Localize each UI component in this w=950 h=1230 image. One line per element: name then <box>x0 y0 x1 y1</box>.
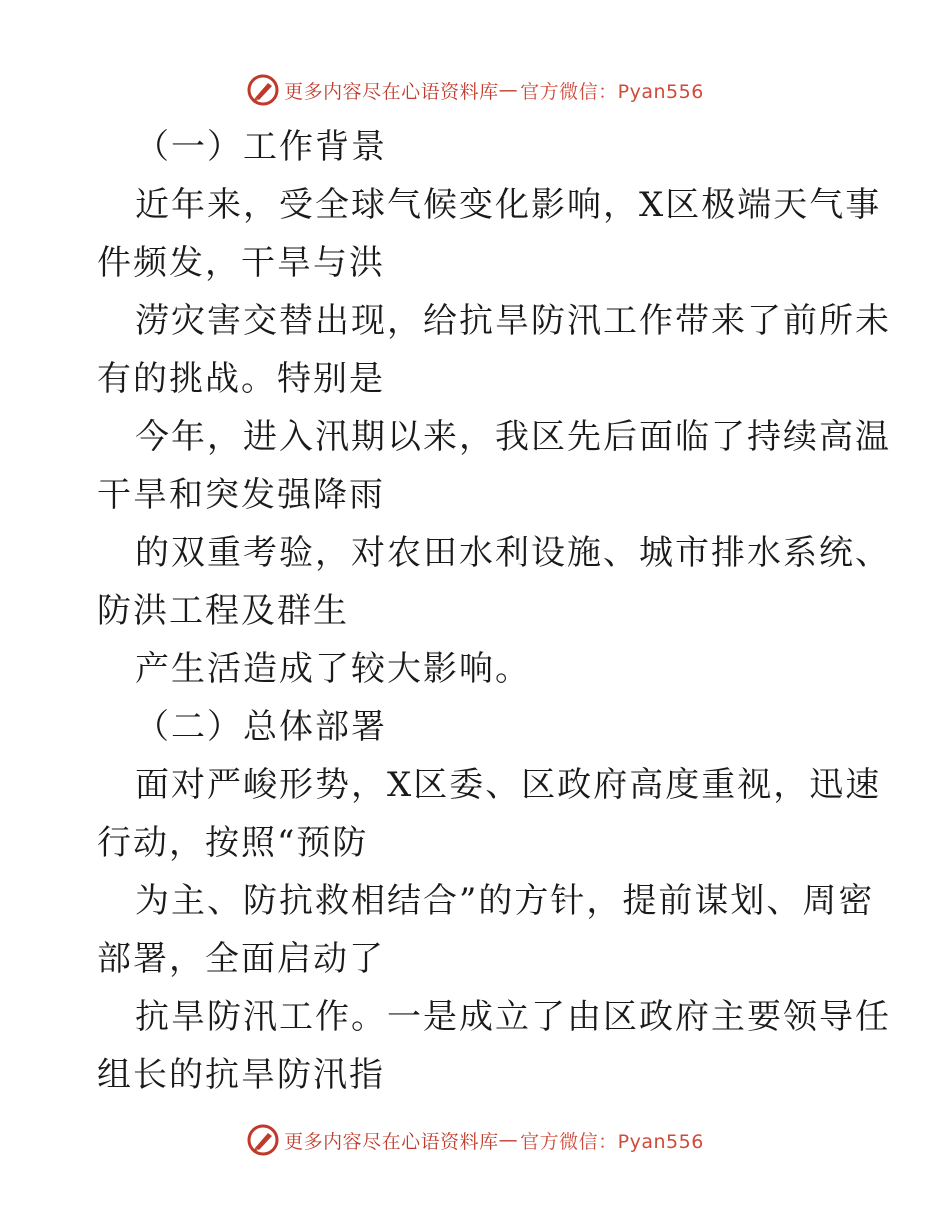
paragraph-line: 今年，进入汛期以来，我区先后面临了持续高温 <box>135 417 891 457</box>
pen-logo-icon <box>246 73 280 107</box>
paragraph-line: 的双重考验，对农田水利设施、城市排水系统、 <box>135 533 891 573</box>
document-body <box>97 118 891 1104</box>
paragraph-line: 抗旱防汛工作。一是成立了由区政府主要领导任 <box>135 997 891 1037</box>
pen-logo-icon <box>246 1123 280 1157</box>
banner-contact: 官方微信：Pyan556 <box>520 1130 704 1153</box>
banner-contact: 官方微信：Pyan556 <box>520 80 704 103</box>
paragraph-line: 面对严峻形势，X区委、区政府高度重视，迅速 <box>135 765 882 805</box>
paragraph-line: 近年来，受全球气候变化影响，X区极端天气事 <box>135 185 882 225</box>
banner-text: 更多内容尽在心语资料库 <box>284 80 499 103</box>
banner-separator: — <box>498 79 519 101</box>
paragraph-line: 防洪工程及群生 <box>97 591 349 631</box>
header-watermark-banner <box>0 70 950 110</box>
banner-text: 更多内容尽在心语资料库 <box>284 1130 499 1153</box>
section-heading: （一）工作背景 <box>135 127 387 167</box>
paragraph-line: 干旱和突发强降雨 <box>97 475 385 515</box>
paragraph-line: 部署，全面启动了 <box>97 939 385 979</box>
banner-separator: — <box>498 1129 519 1151</box>
paragraph-line: 涝灾害交替出现，给抗旱防汛工作带来了前所未 <box>135 301 891 341</box>
section-heading: （二）总体部署 <box>135 707 387 747</box>
paragraph-line: 组长的抗旱防汛指 <box>97 1055 385 1095</box>
paragraph-line: 行动，按照“预防 <box>97 823 369 863</box>
paragraph-line: 有的挑战。特别是 <box>97 359 385 399</box>
paragraph-line: 为主、防抗救相结合”的方针，提前谋划、周密 <box>135 881 875 921</box>
paragraph-line: 产生活造成了较大影响。 <box>135 649 531 689</box>
footer-watermark-banner <box>0 1120 950 1160</box>
paragraph-line: 件频发，干旱与洪 <box>97 243 385 283</box>
